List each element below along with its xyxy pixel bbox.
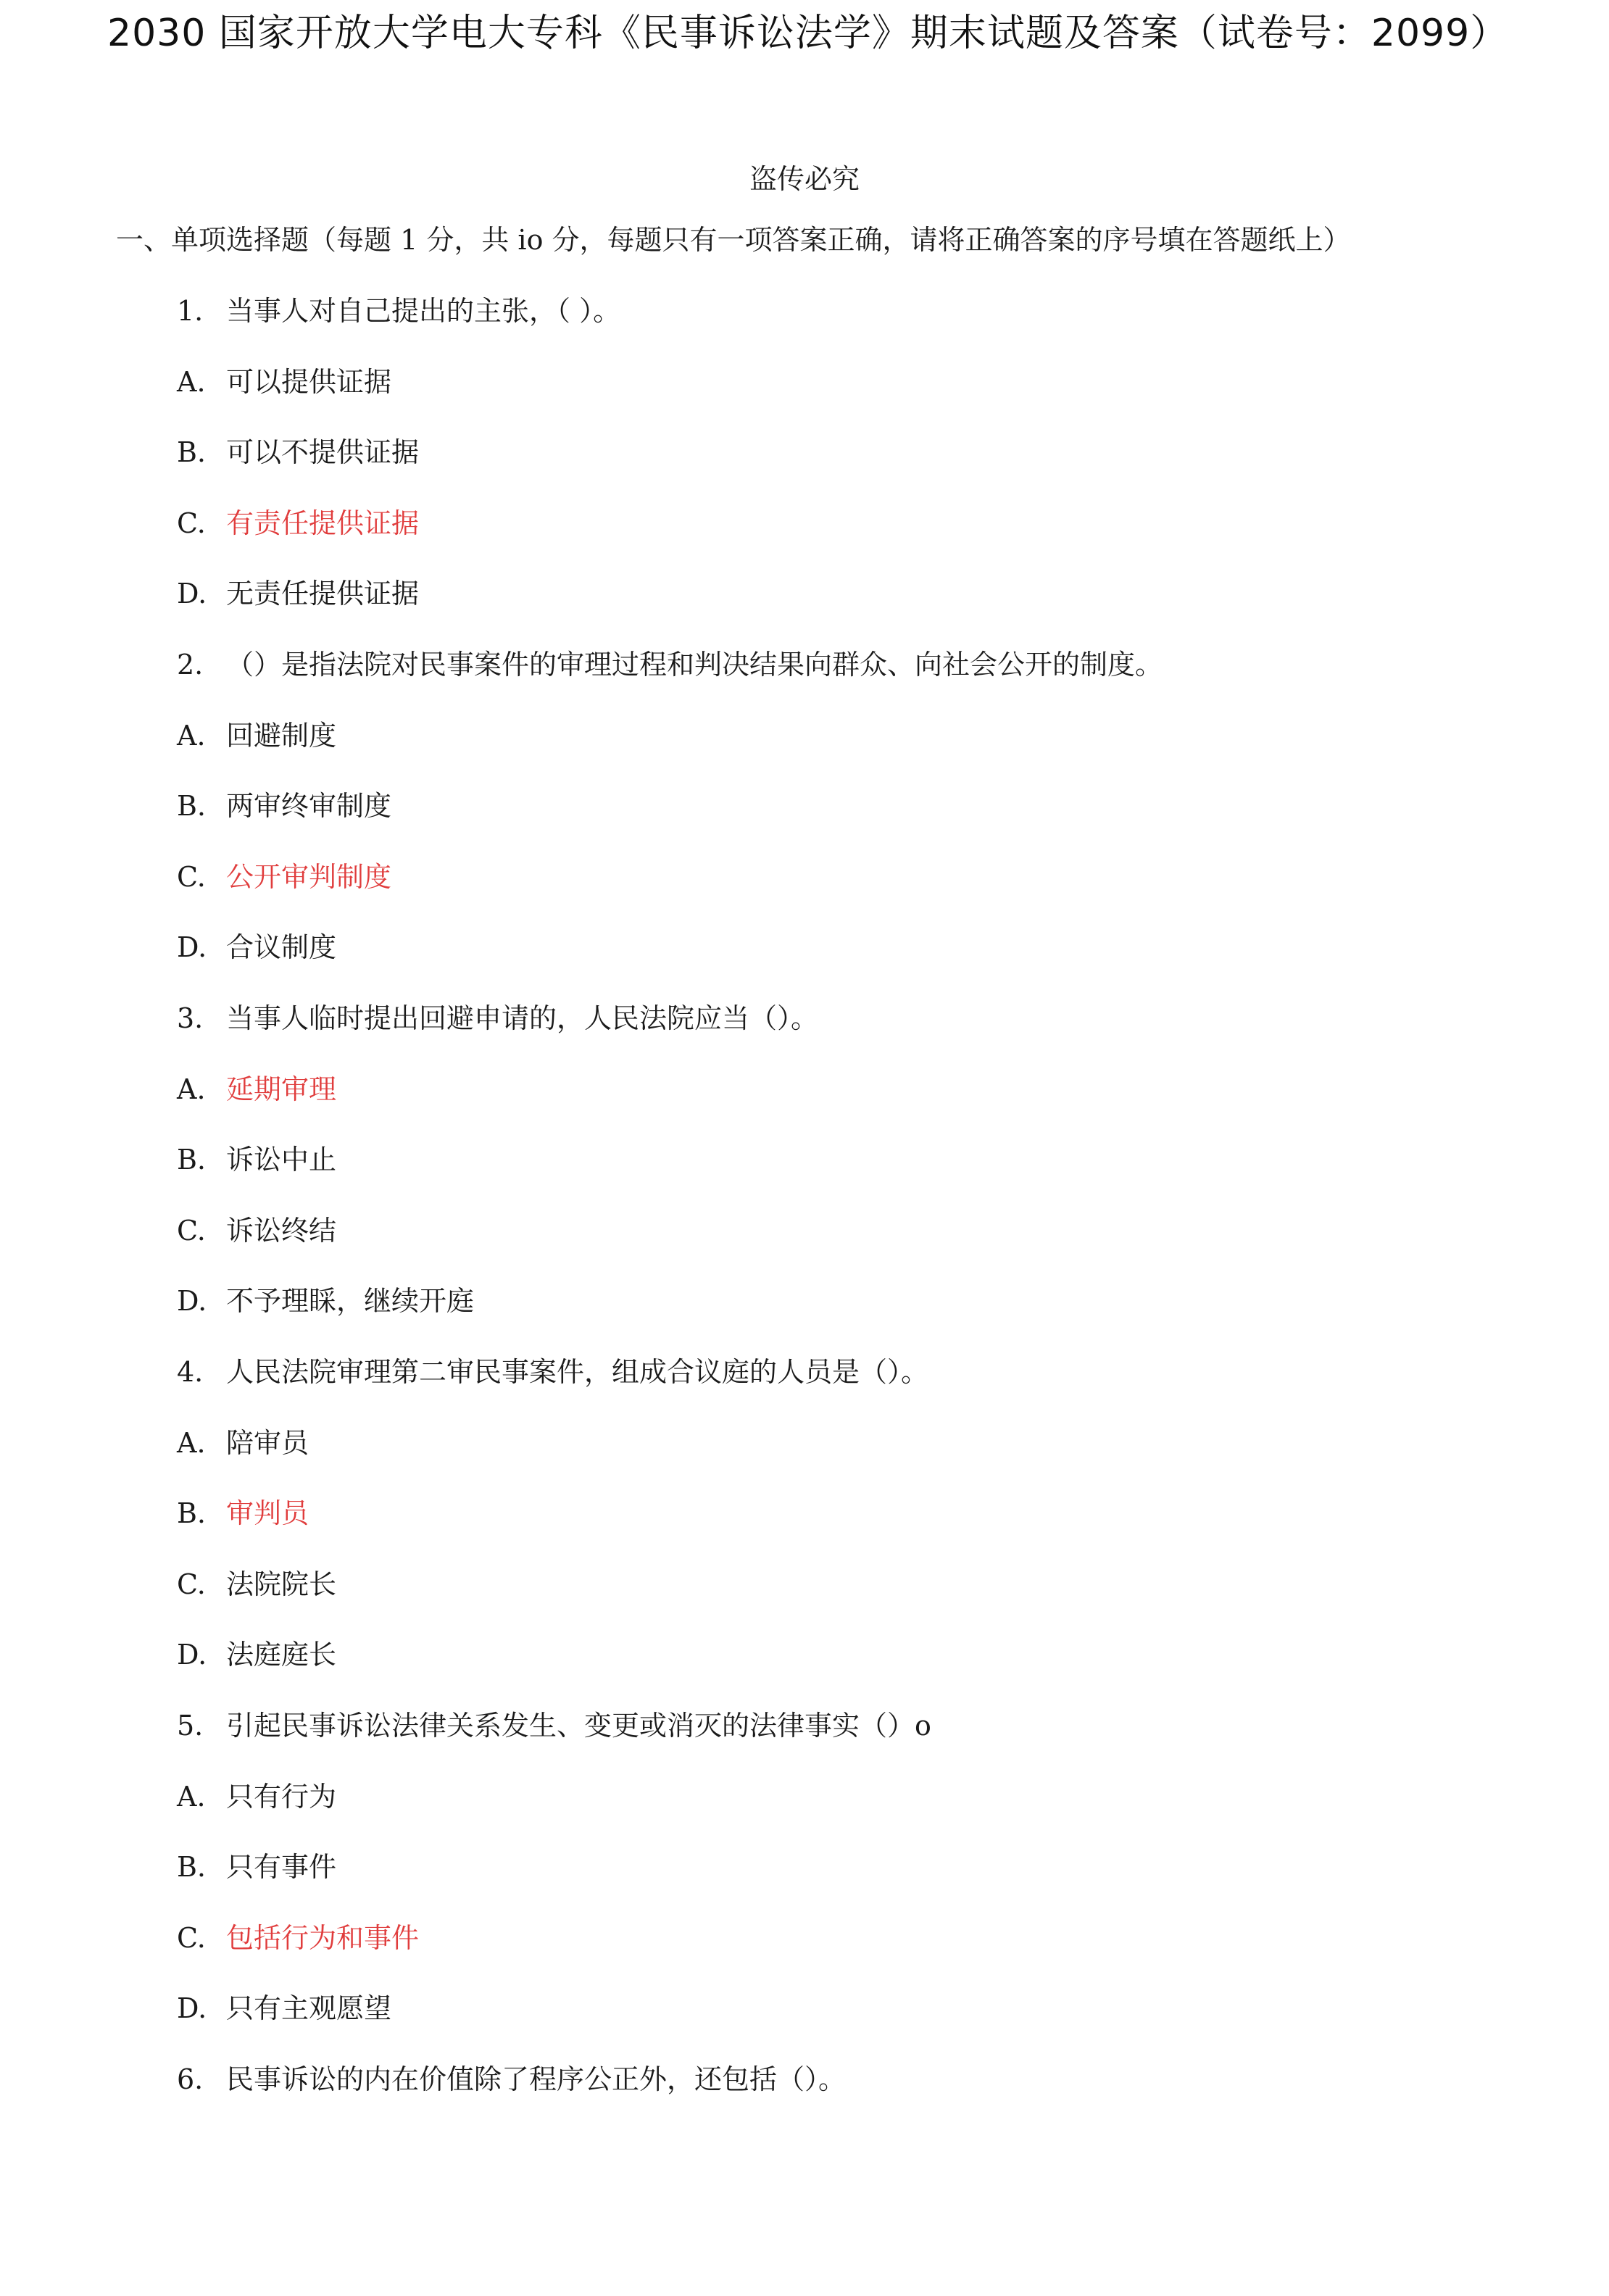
question-stem — [177, 1354, 928, 1390]
question-number: 1. — [177, 295, 204, 327]
answer-option-correct — [177, 859, 391, 895]
option-letter: A. — [177, 1426, 206, 1459]
option-text: 不予理睬，继续开庭 — [226, 1285, 475, 1318]
option-text: 陪审员 — [226, 1426, 309, 1459]
option-text: 无责任提供证据 — [226, 578, 420, 610]
answer-option-correct — [177, 1920, 419, 1956]
answer-option-correct — [177, 1071, 336, 1107]
option-letter: D. — [177, 931, 207, 964]
question-number: 2. — [177, 649, 204, 681]
option-letter: B. — [177, 1851, 207, 1884]
option-letter: A. — [177, 719, 206, 752]
answer-option-correct — [177, 1495, 309, 1531]
option-text: 包括行为和事件 — [226, 1921, 420, 1954]
question-stem — [177, 1000, 818, 1036]
copyright-notice: 盗传必究 — [749, 163, 860, 195]
answer-option — [177, 1425, 309, 1461]
option-letter: D. — [177, 578, 207, 610]
question-stem — [177, 1708, 931, 1744]
question-stem — [177, 646, 1163, 683]
option-letter: A. — [177, 365, 206, 398]
option-letter: B. — [177, 436, 207, 469]
option-letter: B. — [177, 790, 207, 823]
option-letter: C. — [177, 1214, 206, 1247]
option-letter: B. — [177, 1144, 207, 1176]
answer-option — [177, 1779, 336, 1815]
answer-option — [177, 1636, 336, 1673]
option-text: 诉讼终结 — [226, 1214, 337, 1247]
question-number: 5. — [177, 1710, 204, 1742]
option-letter: C. — [177, 1921, 206, 1954]
option-letter: D. — [177, 1639, 207, 1671]
question-stem — [177, 2061, 846, 2097]
option-text: 合议制度 — [226, 931, 337, 964]
option-text: 两审终审制度 — [226, 790, 392, 823]
option-letter: A. — [177, 1073, 206, 1105]
answer-option — [177, 575, 419, 612]
question-number: 6. — [177, 2063, 204, 2095]
answer-option-correct — [177, 505, 419, 541]
option-text: 只有事件 — [226, 1851, 337, 1884]
option-text: 只有主观愿望 — [226, 1992, 392, 2025]
question-text: （）是指法院对民事案件的审理过程和判决结果向群众、向社会公开的制度。 — [226, 649, 1163, 681]
question-number: 3. — [177, 1002, 204, 1034]
option-text: 可以不提供证据 — [226, 436, 420, 469]
answer-option — [177, 1283, 474, 1319]
option-letter: C. — [177, 507, 206, 539]
answer-option — [177, 929, 336, 965]
question-text: 引起民事诉讼法律关系发生、变更或消灭的法律事实（）o — [226, 1710, 931, 1742]
option-text: 公开审判制度 — [226, 860, 392, 893]
question-text: 人民法院审理第二审民事案件，组成合议庭的人员是（）。 — [226, 1356, 929, 1388]
question-number: 4. — [177, 1356, 204, 1388]
option-letter: D. — [177, 1285, 207, 1318]
option-letter: B. — [177, 1497, 207, 1530]
answer-option — [177, 1141, 336, 1178]
answer-option — [177, 1213, 336, 1249]
answer-option — [177, 434, 419, 470]
option-text: 只有行为 — [226, 1780, 337, 1813]
answer-option — [177, 1849, 336, 1885]
question-text: 当事人临时提出回避申请的，人民法院应当（）。 — [226, 1002, 819, 1034]
answer-option — [177, 1990, 391, 2026]
answer-option — [177, 718, 336, 754]
answer-option — [177, 364, 391, 400]
option-text: 回避制度 — [226, 719, 337, 752]
option-text: 审判员 — [226, 1497, 309, 1530]
option-letter: A. — [177, 1780, 206, 1813]
document-title: 2030 国家开放大学电大专科《民事诉讼法学》期末试题及答案（试卷号：2099） — [107, 12, 1509, 55]
answer-option — [177, 788, 391, 824]
option-letter: C. — [177, 860, 206, 893]
option-text: 法庭庭长 — [226, 1639, 337, 1671]
section-heading: 一、单项选择题（每题 1 分，共 io 分，每题只有一项答案正确，请将正确答案的序号填在答题纸上） — [116, 224, 1351, 256]
option-text: 可以提供证据 — [226, 365, 392, 398]
option-text: 诉讼中止 — [226, 1144, 337, 1176]
option-letter: C. — [177, 1568, 206, 1600]
answer-option — [177, 1566, 336, 1602]
question-text: 当事人对自己提出的主张，（ ）。 — [226, 295, 621, 327]
question-text: 民事诉讼的内在价值除了程序公正外，还包括（）。 — [226, 2063, 847, 2095]
option-text: 延期审理 — [226, 1073, 337, 1105]
option-text: 有责任提供证据 — [226, 507, 420, 539]
option-text: 法院院长 — [226, 1568, 337, 1600]
option-letter: D. — [177, 1992, 207, 2025]
question-stem — [177, 293, 620, 329]
